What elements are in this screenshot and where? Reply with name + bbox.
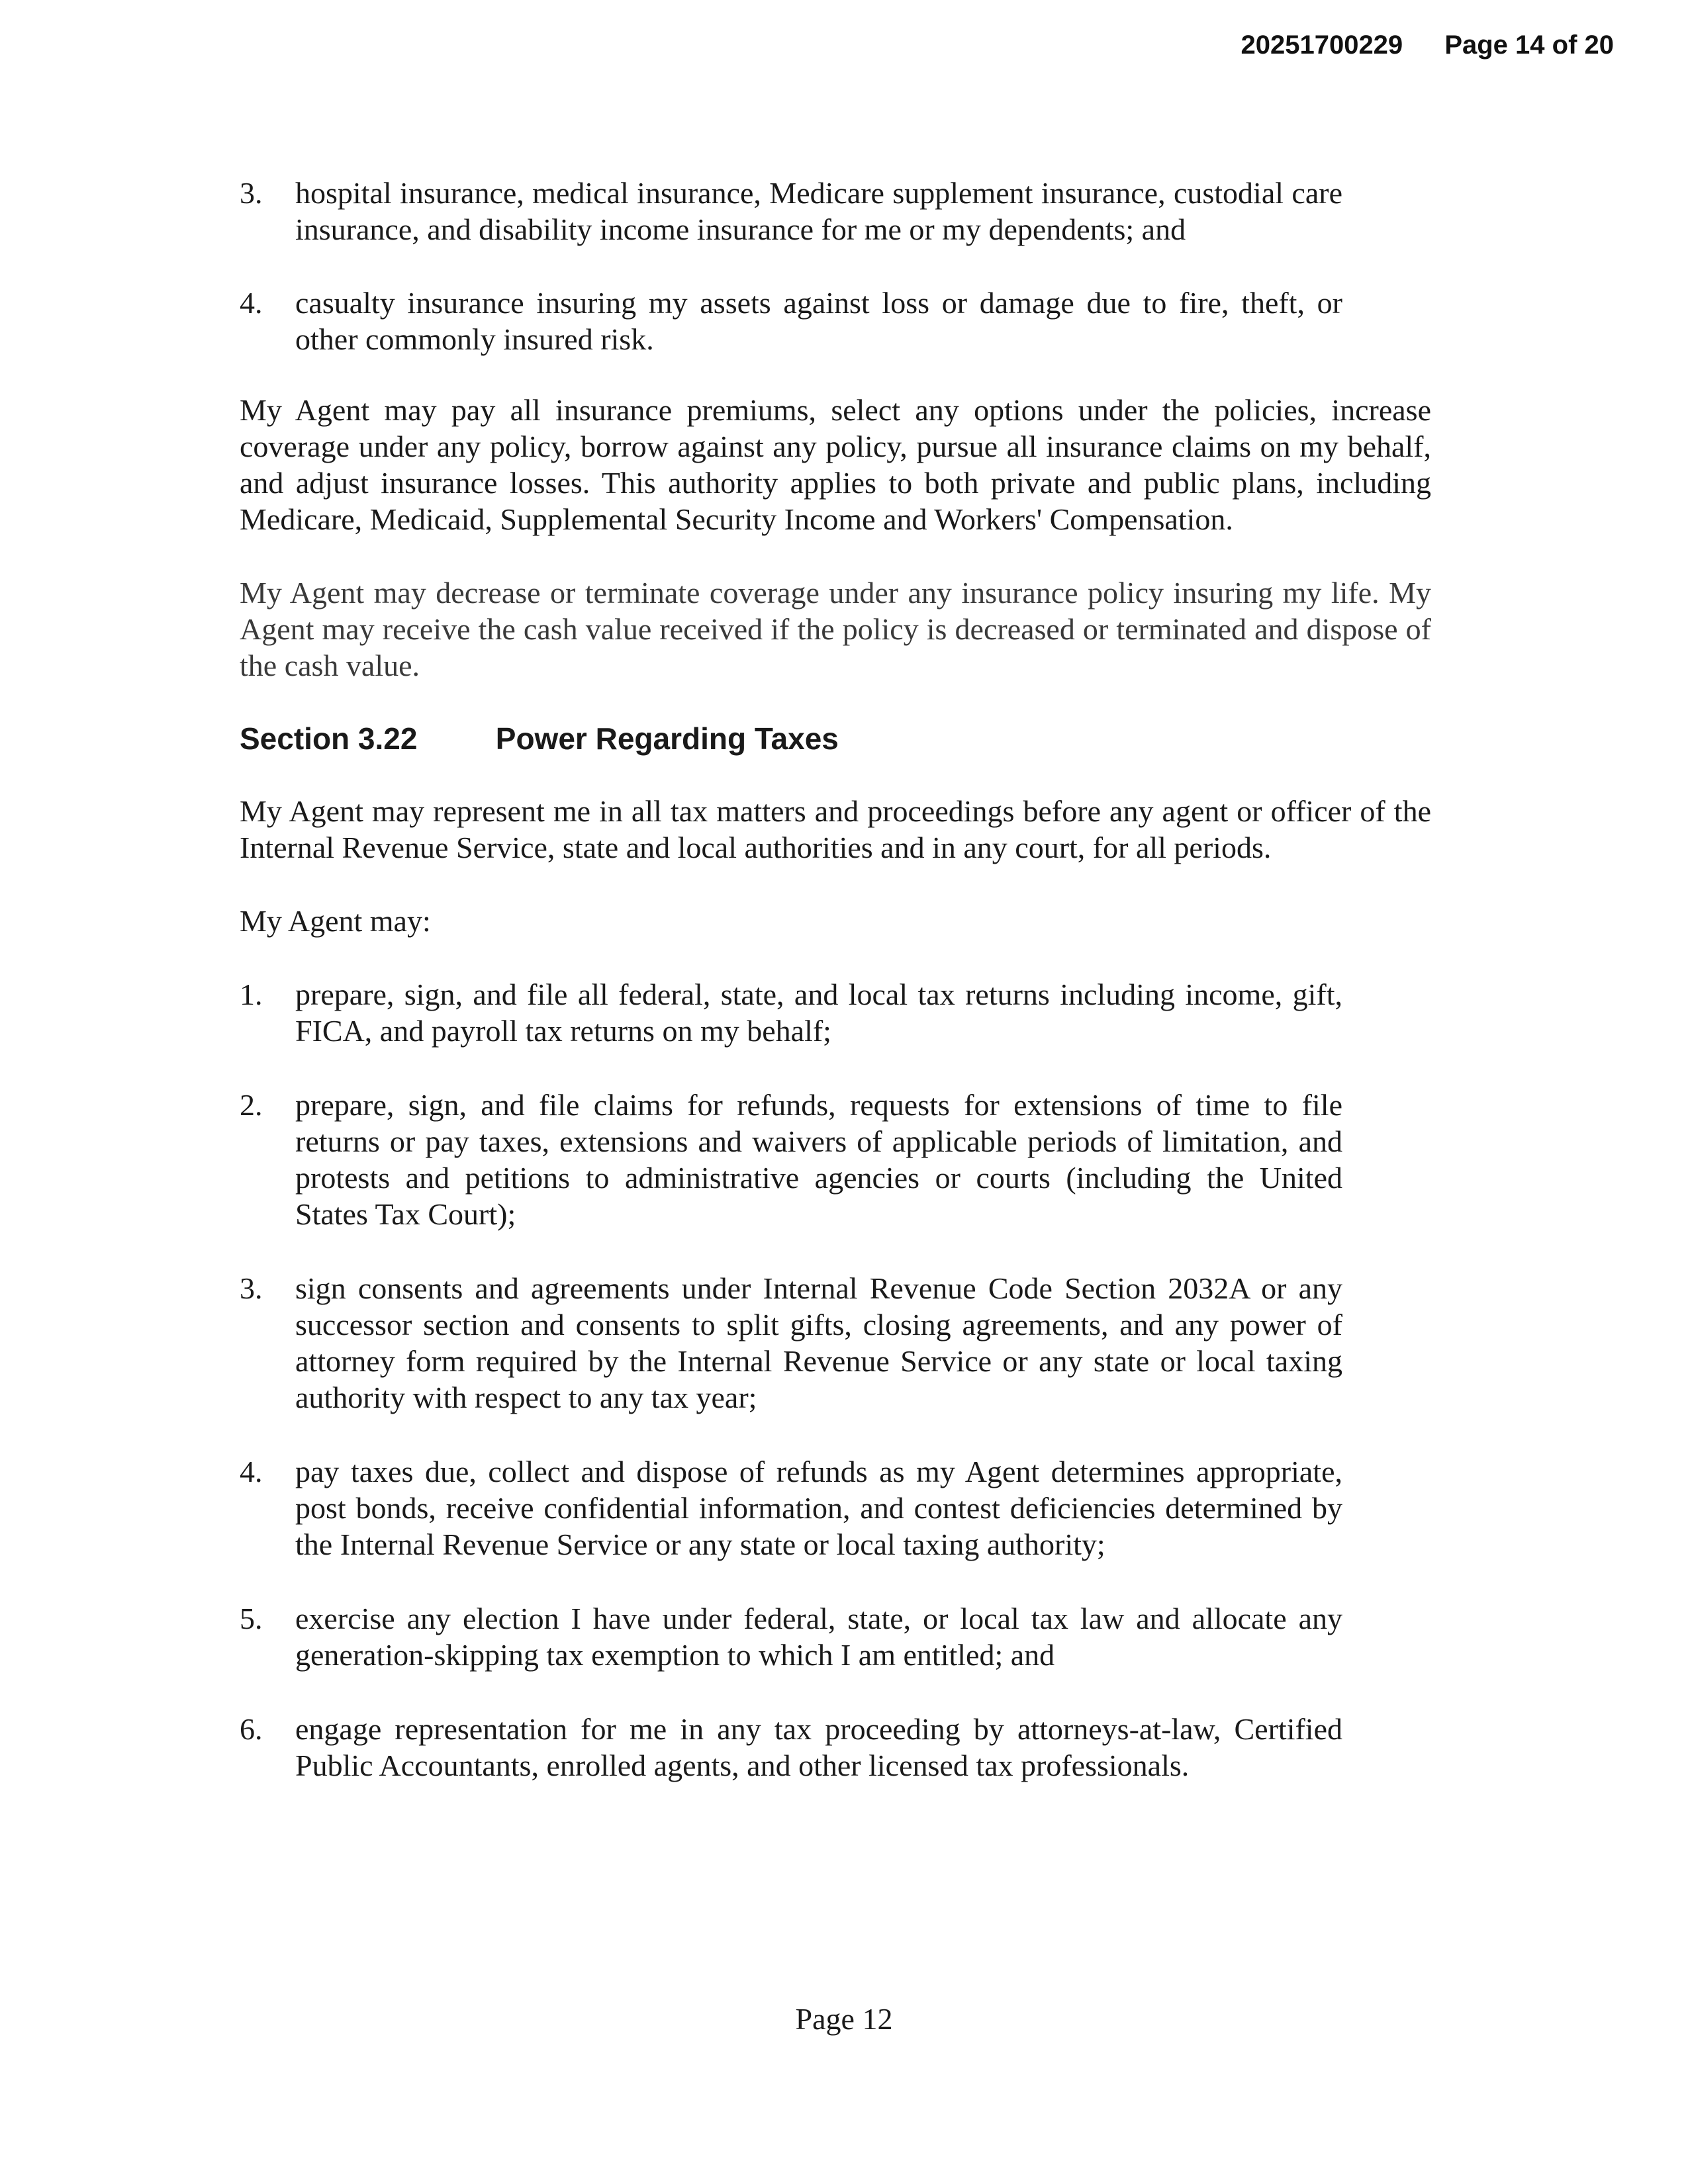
list-item-text: engage representation for me in any tax proceeding by attorneys-at-law, Certified Public Accountants, enrolled agents, and other licensed tax professionals.	[295, 1712, 1342, 1782]
tax-lead-in: My Agent may:	[240, 904, 431, 938]
page-counter: Page 14 of 20	[1444, 30, 1614, 60]
list-item	[240, 1711, 1342, 1784]
list-item-number: 4.	[240, 286, 263, 320]
tax-intro-paragraph: My Agent may represent me in all tax matters and proceedings before any agent or officer of the Internal Revenue Service, state and local authorities and in any court, for all periods.	[240, 794, 1431, 864]
list-item-number: 3.	[240, 176, 263, 210]
list-item	[240, 1453, 1342, 1563]
tax-powers-list	[240, 976, 1431, 1784]
header-stamp	[1241, 30, 1614, 60]
list-item-number: 3.	[240, 1271, 263, 1305]
list-item	[240, 976, 1342, 1049]
section-heading	[240, 721, 1431, 757]
list-item-text: casualty insurance insuring my assets against loss or damage due to fire, theft, or other commonly insured risk.	[295, 286, 1342, 356]
list-item-number: 6.	[240, 1712, 263, 1746]
insurance-list	[240, 175, 1431, 357]
list-item	[240, 1270, 1342, 1416]
list-item-text: sign consents and agreements under Internal Revenue Code Section 2032A or any successor section and consents to split gifts, closing agreements, and any power of attorney form required by the Internal Revenue Service or any state or local taxing authority with respect to any tax year;	[295, 1271, 1342, 1414]
insurance-powers-paragraph: My Agent may pay all insurance premiums, select any options under the policies, increase coverage under any policy, borrow against any policy, pursue all insurance claims on my behalf, and adjust insurance losses. This authority applies to both private and public plans, including Medicare, Medicaid, Supplemental Security Income and Workers' Compensation.	[240, 393, 1431, 536]
list-item-number: 2.	[240, 1088, 263, 1122]
list-item-number: 4.	[240, 1455, 263, 1488]
list-item-text: prepare, sign, and file all federal, state, and local tax returns including income, gift, FICA, and payroll tax returns on my behalf;	[295, 978, 1342, 1048]
list-item-text: hospital insurance, medical insurance, Medicare supplement insurance, custodial care insurance, and disability income insurance for me or my dependents; and	[295, 176, 1342, 246]
document-id: 20251700229	[1241, 30, 1403, 60]
footer-page-number: Page 12	[795, 2002, 893, 2036]
list-item-text: pay taxes due, collect and dispose of refunds as my Agent determines appropriate, post bonds, receive confidential information, and contest deficiencies determined by the Internal Revenue Service or any state or local taxing authority;	[295, 1455, 1342, 1561]
list-item	[240, 1600, 1342, 1673]
list-item	[240, 175, 1342, 248]
list-item	[240, 285, 1342, 357]
list-item	[240, 1087, 1342, 1232]
section-title: Power Regarding Taxes	[495, 721, 839, 756]
list-item-text: prepare, sign, and file claims for refunds, requests for extensions of time to file returns or pay taxes, extensions and waivers of applicable periods of limitation, and protests and petitions to administrative agencies or courts (including the United States Tax Court);	[295, 1088, 1342, 1231]
life-policy-paragraph: My Agent may decrease or terminate coverage under any insurance policy insuring my life. My Agent may receive the cash value received if the policy is decreased or terminated and dispose of the cash value.	[240, 576, 1431, 682]
section-number: Section 3.22	[240, 721, 418, 756]
list-item-number: 1.	[240, 978, 263, 1011]
list-item-number: 5.	[240, 1602, 263, 1635]
list-item-text: exercise any election I have under federal, state, or local tax law and allocate any generation-skipping tax exemption to which I am entitled; and	[295, 1602, 1342, 1672]
document-body	[240, 175, 1431, 1784]
